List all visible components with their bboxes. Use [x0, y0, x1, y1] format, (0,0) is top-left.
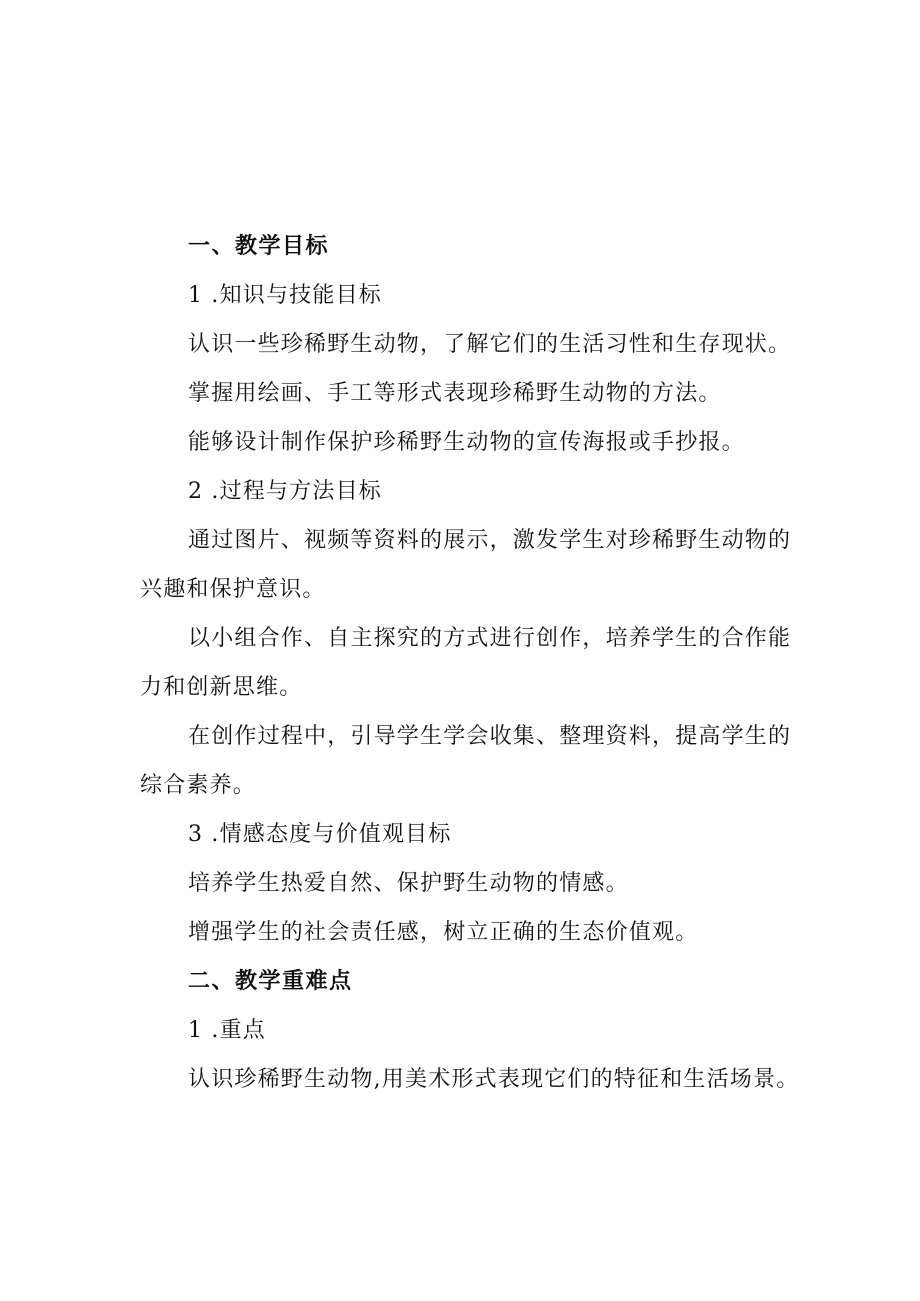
paragraph-line: 力和创新思维。 [140, 675, 303, 700]
subheading-emotion-values: 3 .情感态度与价值观目标 [188, 822, 452, 847]
paragraph-line: 兴趣和保护意识。 [140, 577, 326, 602]
section-heading-teaching-goals: 一、教学目标 [188, 233, 330, 259]
subheading-key-point: 1 .重点 [188, 1018, 266, 1043]
paragraph: 能够设计制作保护珍稀野生动物的宣传海报或手抄报。 [188, 430, 745, 455]
document-body [140, 222, 800, 1104]
paragraph: 掌握用绘画、手工等形式表现珍稀野生动物的方法。 [188, 381, 722, 406]
paragraph: 培养学生热爱自然、保护野生动物的情感。 [188, 871, 629, 896]
paragraph-line: 通过图片、视频等资料的展示，激发学生对珍稀野生动物的 [188, 528, 792, 553]
paragraph-line: 以小组合作、自主探究的方式进行创作，培养学生的合作能 [188, 626, 792, 651]
paragraph: 认识一些珍稀野生动物，了解它们的生活习性和生存现状。 [188, 332, 792, 357]
subheading-process-methods: 2 .过程与方法目标 [188, 479, 382, 504]
paragraph-line: 综合素养。 [140, 773, 257, 798]
subheading-knowledge-skills: 1 .知识与技能目标 [188, 283, 382, 308]
paragraph: 认识珍稀野生动物,用美术形式表现它们的特征和生活场景。 [188, 1067, 800, 1092]
section-heading-key-points: 二、教学重难点 [188, 968, 353, 994]
paragraph: 增强学生的社会责任感，树立正确的生态价值观。 [188, 920, 699, 945]
paragraph-line: 在创作过程中，引导学生学会收集、整理资料，提高学生的 [188, 724, 792, 749]
